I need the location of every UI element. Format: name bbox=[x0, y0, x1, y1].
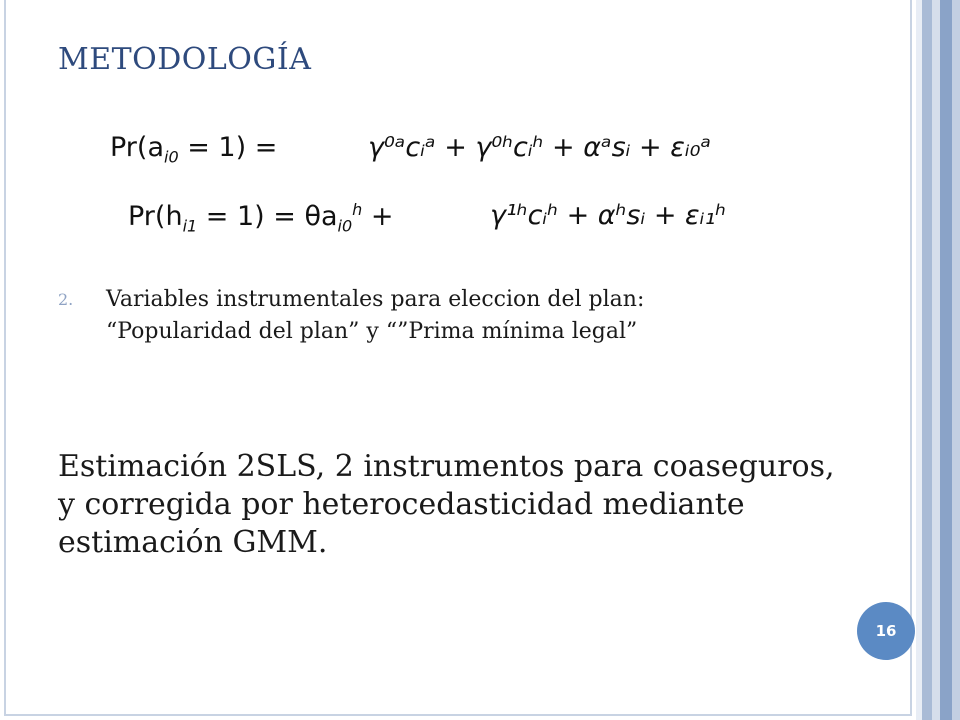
paragraph-line-2: y corregida por heterocedasticidad mediante bbox=[58, 487, 745, 522]
decorative-stripes bbox=[916, 0, 960, 720]
list-number: 2. bbox=[58, 290, 74, 309]
list-item bbox=[58, 284, 818, 348]
numbered-list bbox=[58, 284, 818, 348]
slide-title: METODOLOGÍA bbox=[58, 42, 312, 77]
list-line-2: “Popularidad del plan” y “”Prima mínima legal” bbox=[106, 319, 638, 344]
slide-border bbox=[4, 0, 912, 716]
page-number-badge: 16 bbox=[857, 602, 915, 660]
list-line-1: Variables instrumentales para eleccion del plan: bbox=[106, 287, 645, 312]
equation-1-lhs: $Pr(a_{i0} = 1)$ = bbox=[110, 132, 278, 167]
paragraph-line-3: estimación GMM. bbox=[58, 525, 328, 560]
equation-1-rhs: γ⁰ᵃcᵢᵃ + γ⁰ʰcᵢʰ + αᵃsᵢ + εᵢ₀ᵃ bbox=[368, 132, 712, 163]
stripe bbox=[922, 0, 932, 720]
stripe bbox=[932, 0, 940, 720]
list-text bbox=[106, 284, 644, 348]
paragraph-line-1: Estimación 2SLS, 2 instrumentos para coaseguros, bbox=[58, 449, 835, 484]
stripe bbox=[952, 0, 960, 720]
equation-2-rhs: γ¹ʰcᵢʰ + αʰsᵢ + εᵢ₁ʰ bbox=[490, 200, 727, 231]
body-paragraph bbox=[58, 448, 858, 562]
equation-2-lhs: $Pr(h_{i1} = 1) = \theta a_{i0}^h$ + bbox=[128, 200, 394, 236]
stripe bbox=[940, 0, 952, 720]
